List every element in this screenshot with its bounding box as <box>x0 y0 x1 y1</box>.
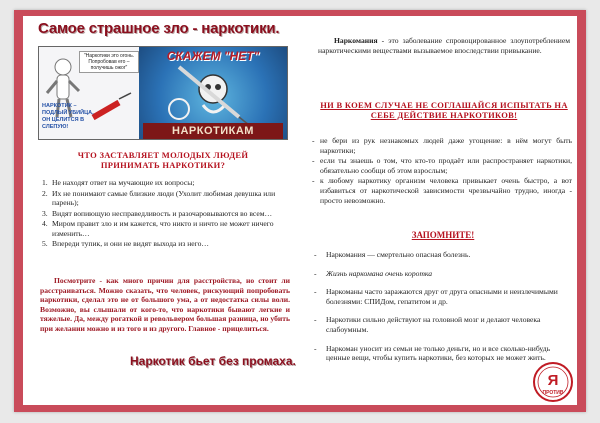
warning-heading: НИ В КОЕМ СЛУЧАЕ НЕ СОГЛАШАЙСЯ ИСПЫТАТЬ НА СЕБЕ ДЕЙСТВИЕ НАРКОТИКОВ! <box>320 100 568 120</box>
logo-letter: Я <box>547 372 559 389</box>
list-item: 3. Видят вопиющую несправедливость и разочаровываются во всем… <box>42 208 273 218</box>
reasons-list <box>42 178 288 250</box>
advice-list <box>312 136 572 206</box>
motivation-paragraph: Посмотрите - как много причин для расстройства, но стоит ли расстраиваться. Можно сказать, что человек, рискующий попробовать наркотики, сделал это не от большого ума, а от недостатка силы воли. Возможно, вы слышали от кого-то, что наркотики бывают легкие и тяжелые. Да, между рогаткой и револьвером большая разница, но убить при желании можно и из того и из другого. Главное - прицелиться. <box>40 276 290 333</box>
list-item: - Наркоман уносит из семьи не только деньги, но и все сколько-нибудь ценные вещи, чтобы купить наркотики, без которых не может жить. <box>314 343 551 363</box>
left-border-stripe <box>14 10 23 412</box>
slogan: Наркотик бьет без промаха. <box>130 354 296 368</box>
brochure-page <box>14 10 586 412</box>
banner-quote: "Наркотики это огонь. Попробовав его – получишь ожог" <box>79 51 139 73</box>
list-item: - Наркоманы часто заражаются друг от друга опасными и неизлечимыми болезнями: СПИДом, гепатитом и др. <box>314 287 558 306</box>
term: Наркомания <box>334 36 378 45</box>
bottom-border-stripe <box>300 405 586 412</box>
question-heading: ЧТО ЗАСТАВЛЯЕТ МОЛОДЫХ ЛЮДЕЙ ПРИНИМАТЬ НАРКОТИКИ? <box>77 150 249 170</box>
logo-word: ПРОТИВ <box>542 390 564 396</box>
top-border-stripe <box>14 10 300 16</box>
list-item: - не бери из рук незнакомых людей даже угощение: в нём могут быть наркотики; <box>312 136 572 155</box>
list-item: 5. Впереди тупик, и они не видят выхода из него… <box>42 239 209 248</box>
remember-list <box>314 250 564 372</box>
banner-left-image <box>39 47 139 139</box>
remember-heading: ЗАПОМНИТЕ! <box>411 230 475 240</box>
list-item: 4. Миром правит зло и им кажется, что никто и ничто не может ничего изменить… <box>42 219 274 238</box>
banner-footer: НАРКОТИКАМ <box>143 123 283 139</box>
ya-protiv-logo-icon <box>533 362 573 402</box>
left-panel <box>14 10 302 412</box>
list-item: - Наркотики сильно действуют на головной мозг и делают человека слабоумным. <box>314 315 541 334</box>
bottom-border-stripe <box>14 405 300 412</box>
definition-paragraph: Наркомания - это заболевание спровоцированное злоупотреблением наркотическими веществами вызываемое впоследствии привыкание. <box>318 36 570 55</box>
anti-drug-banner <box>38 46 288 140</box>
list-item: 2. Их не понимают самые близкие люди (Ухолит любимая девушка или парень); <box>42 188 276 207</box>
left-title: Самое страшное зло - наркотики. <box>38 20 280 37</box>
banner-headline: СКАЖЕМ "НЕТ" <box>166 49 260 63</box>
right-border-stripe <box>577 10 586 412</box>
list-item: 1. Не находят ответ на мучающие их вопросы; <box>42 178 195 187</box>
banner-caption: НАРКОТИК – ПОДЛЫЙ УБИЙЦА, ОН ЦЕЛИТСЯ В СЛЕПУЮ! <box>42 103 94 130</box>
list-item: - если ты знаешь о том, что кто-то продаёт или распространяет наркотики, обязательно сообщи об этом взрослым; <box>312 156 572 175</box>
top-border-stripe <box>300 10 586 16</box>
list-item: - Жизнь наркомана очень коротка <box>314 268 433 278</box>
list-item: - к любому наркотику организм человека привыкает очень быстро, а вот избавиться от наркотической зависимости чрезвычайно трудно, иногда - просто невозможно. <box>312 176 572 205</box>
list-item: - Наркомания — смертельно опасная болезнь. <box>314 250 471 259</box>
right-panel <box>300 10 586 412</box>
